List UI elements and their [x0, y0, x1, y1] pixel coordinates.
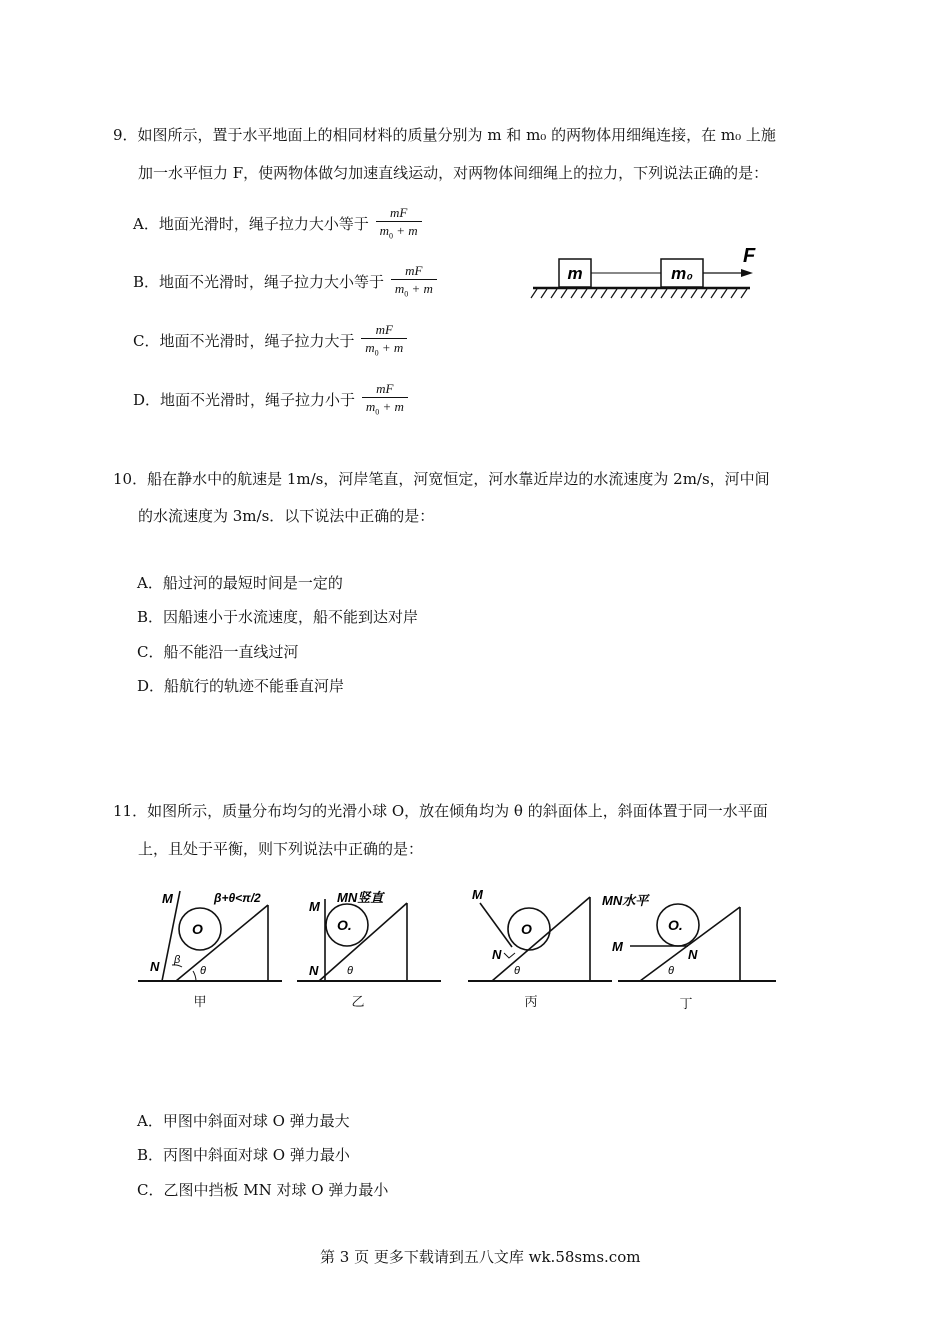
- label-o: O.: [668, 917, 683, 933]
- right-angle-mark: [504, 953, 515, 958]
- caption-yi: 乙: [351, 995, 365, 1010]
- q10-stem-line1: 10．船在静水中的航速是 1m/s，河岸笔直，河宽恒定，河水靠近岸边的水流速度为 2m/s，河中间: [113, 470, 770, 488]
- q10-option-b: B．因船速小于水流速度，船不能到达对岸: [137, 608, 419, 626]
- condition-note: β+θ<π/2: [214, 891, 261, 905]
- q11-stem-line1: 11．如图所示，质量分布均匀的光滑小球 O，放在倾角均为 θ 的斜面体上，斜面体置于同一水平面: [113, 802, 768, 820]
- q9-stem-line1: 9．如图所示，置于水平地面上的相同材料的质量分别为 m 和 m₀ 的两物体用细绳连接，在 m₀ 上施: [113, 126, 776, 144]
- fraction-denominator: $m_0 + m$: [365, 399, 404, 417]
- q9-option-a-fraction: [376, 205, 422, 245]
- force-label: F: [743, 245, 756, 267]
- caption-bing: 丙: [524, 995, 538, 1010]
- ground-hatching: [531, 289, 747, 298]
- q9-option-a: [133, 205, 422, 245]
- condition-note: MN竖直: [337, 890, 384, 905]
- board-mn: [480, 903, 512, 947]
- label-o: O: [192, 921, 203, 937]
- label-m: M: [162, 891, 173, 906]
- q10-stem-line2: 的水流速度为 3m/s．以下说法中正确的是：: [138, 507, 435, 525]
- q11-figure-jia: [136, 883, 286, 988]
- q9-option-d-fraction: [362, 381, 408, 421]
- q11-option-a: A．甲图中斜面对球 O 弹力最大: [137, 1112, 350, 1130]
- q11-option-b: B．丙图中斜面对球 O 弹力最小: [137, 1146, 350, 1164]
- fraction-denominator: $m_0 + m$: [379, 223, 418, 241]
- label-theta: θ: [200, 965, 206, 977]
- q9-option-c-fraction: [361, 322, 407, 362]
- q10-option-a: A．船过河的最短时间是一定的: [137, 574, 343, 592]
- label-m: M: [472, 887, 483, 902]
- label-m: M: [612, 939, 623, 954]
- q11-option-c: C．乙图中挡板 MN 对球 O 弹力最小: [137, 1181, 389, 1199]
- q11-figure-yi: [295, 883, 445, 988]
- q9-option-a-text: A．地面光滑时，绳子拉力大小等于: [133, 214, 369, 233]
- label-o: O: [521, 921, 532, 937]
- theta-arc: [193, 971, 196, 981]
- page-footer: 第 3 页 更多下载请到五八文库 wk.58sms.com: [320, 1248, 641, 1266]
- fraction-denominator: $m_0 + m$: [394, 281, 433, 299]
- fraction-numerator: mF: [391, 263, 437, 280]
- force-arrowhead: [741, 269, 753, 277]
- label-theta: θ: [347, 965, 353, 977]
- q9-option-b-fraction: [391, 263, 437, 303]
- q11-stem-line2: 上，且处于平衡，则下列说法中正确的是：: [138, 840, 424, 858]
- fraction-denominator: $m_0 + m$: [365, 340, 404, 358]
- q11-figure-bing: [466, 883, 616, 988]
- label-theta: θ: [514, 965, 520, 977]
- label-m: M: [309, 899, 320, 914]
- q9-option-c-text: C．地面不光滑时，绳子拉力大于: [133, 331, 355, 350]
- label-o: O.: [337, 917, 352, 933]
- label-n: N: [309, 963, 319, 978]
- q10-option-d: D．船航行的轨迹不能垂直河岸: [137, 677, 345, 695]
- q9-option-c: [133, 322, 407, 362]
- q11-figure-ding: [600, 883, 780, 988]
- q9-option-b: [133, 263, 437, 303]
- fraction-numerator: mF: [362, 381, 408, 398]
- q9-blocks-figure: [525, 238, 765, 308]
- q9-option-d-text: D．地面不光滑时，绳子拉力小于: [133, 390, 356, 409]
- incline: [319, 903, 407, 981]
- q9-option-b-text: B．地面不光滑时，绳子拉力大小等于: [133, 272, 385, 291]
- incline: [176, 905, 268, 981]
- label-theta: θ: [668, 965, 674, 977]
- incline: [640, 907, 740, 981]
- condition-note: MN水平: [602, 893, 649, 908]
- fraction-numerator: mF: [361, 322, 407, 339]
- block-m-label: m: [567, 264, 583, 283]
- q10-option-c: C．船不能沿一直线过河: [137, 643, 299, 661]
- caption-ding: 丁: [679, 997, 693, 1012]
- label-n: N: [150, 959, 160, 974]
- fraction-numerator: mF: [376, 205, 422, 222]
- caption-jia: 甲: [193, 995, 207, 1010]
- label-beta: β: [174, 954, 181, 966]
- label-n: N: [492, 947, 502, 962]
- q9-option-d: [133, 381, 408, 421]
- label-n: N: [688, 947, 698, 962]
- block-m0-label: m₀: [671, 264, 693, 283]
- q9-stem-line2: 加一水平恒力 F，使两物体做匀加速直线运动，对两物体间细绳上的拉力，下列说法正确的是：: [138, 164, 769, 182]
